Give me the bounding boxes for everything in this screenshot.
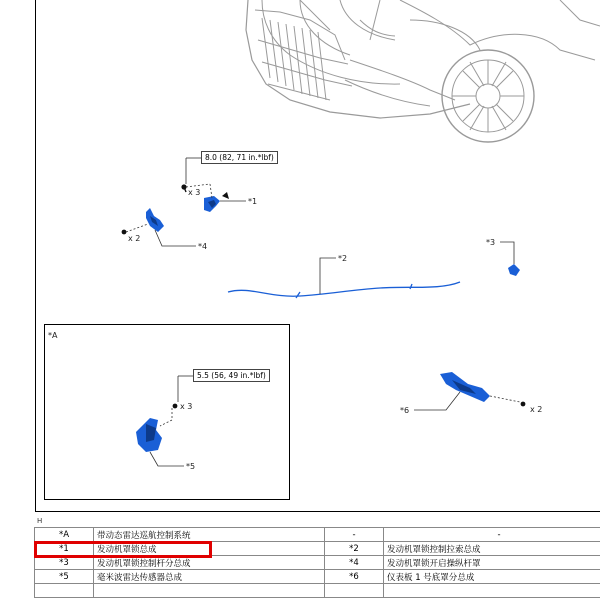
legend-name: - bbox=[384, 528, 600, 542]
part-undercover bbox=[414, 372, 525, 410]
legend-code: *6 bbox=[325, 570, 384, 584]
legend-name: 发动机罩锁控制拉索总成 bbox=[384, 542, 600, 556]
legend-code: *1 bbox=[35, 542, 94, 556]
callout-6: *6 bbox=[400, 406, 410, 415]
legend-name: 发动机罩锁控制杆分总成 bbox=[94, 556, 325, 570]
parts-legend-table bbox=[34, 527, 600, 598]
part-control-lever bbox=[500, 242, 520, 276]
legend-code: - bbox=[325, 528, 384, 542]
legend-header-label: H bbox=[37, 517, 43, 525]
legend-name: 毫米波雷达传感器总成 bbox=[94, 570, 325, 584]
legend-code: *A bbox=[35, 528, 94, 542]
quantity-5: x 3 bbox=[180, 402, 193, 411]
part-control-cable bbox=[228, 258, 460, 298]
callout-inset-a: *A bbox=[48, 331, 58, 340]
legend-name bbox=[94, 584, 325, 598]
callout-2: *2 bbox=[338, 254, 348, 263]
legend-name: 仪表板 1 号底罩分总成 bbox=[384, 570, 600, 584]
callout-5: *5 bbox=[186, 462, 196, 471]
table-row bbox=[35, 570, 600, 584]
legend-code bbox=[35, 584, 94, 598]
bolt-icon bbox=[181, 184, 186, 192]
legend-name: 发动机罩锁开启操纵杆罩 bbox=[384, 556, 600, 570]
legend-code bbox=[325, 584, 384, 598]
table-row bbox=[35, 528, 600, 542]
vehicle-front-illustration bbox=[246, 0, 600, 142]
quantity-6: x 2 bbox=[530, 405, 543, 414]
callout-3: *3 bbox=[486, 238, 496, 247]
legend-name: 带动态雷达巡航控制系统 bbox=[94, 528, 325, 542]
callout-4: *4 bbox=[198, 242, 208, 251]
legend-name bbox=[384, 584, 600, 598]
legend-code: *4 bbox=[325, 556, 384, 570]
legend-code: *3 bbox=[35, 556, 94, 570]
highlight-box bbox=[34, 541, 212, 558]
legend-code: *2 bbox=[325, 542, 384, 556]
torque-spec-5: 5.5 (56, 49 in.*lbf) bbox=[193, 369, 270, 382]
table-row bbox=[35, 584, 600, 598]
inset-box bbox=[44, 324, 290, 500]
arrow-icon bbox=[220, 192, 246, 201]
legend-code: *5 bbox=[35, 570, 94, 584]
torque-spec-1: 8.0 (82, 71 in.*lbf) bbox=[201, 151, 278, 164]
legend-name: 发动机罩锁总成 bbox=[94, 542, 325, 556]
quantity-1: x 3 bbox=[188, 188, 201, 197]
quantity-4: x 2 bbox=[128, 234, 141, 243]
callout-1: *1 bbox=[248, 197, 258, 206]
